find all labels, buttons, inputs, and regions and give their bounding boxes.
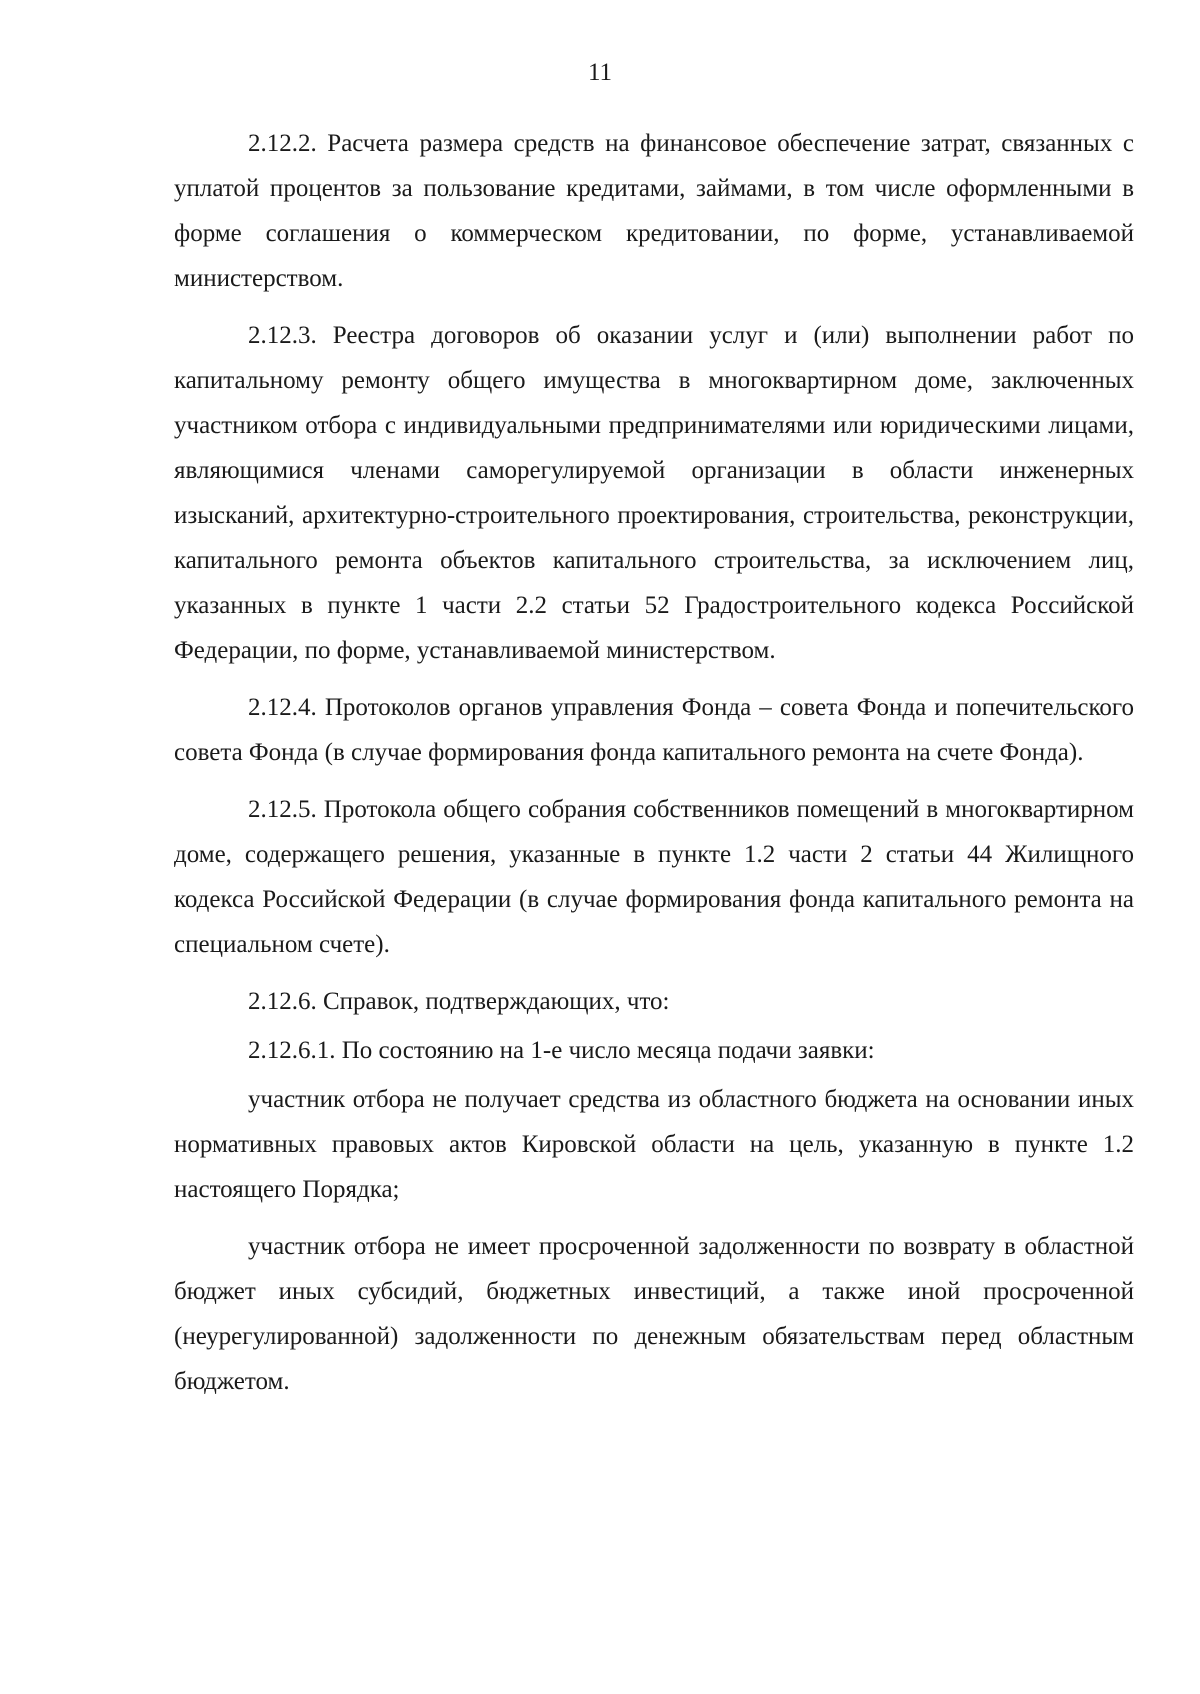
paragraph-2-12-5: 2.12.5. Протокола общего собрания собственников помещений в многоквартирном доме, содержащего решения, указанные в пункте 1.2 части 2 статьи 44 Жилищного кодекса Российской Федерации (в случае формирования фонда капитального ремонта на специальном счете).	[174, 796, 1134, 958]
page-number: 11	[587, 59, 613, 86]
document-body	[174, 121, 1134, 1404]
paragraph-2-12-2: 2.12.2. Расчета размера средств на финансовое обеспечение затрат, связанных с уплатой процентов за пользование кредитами, займами, в том числе оформленными в форме соглашения о коммерческом кредитовании, по форме, устанавливаемой министерством.	[174, 130, 1134, 292]
paragraph-2-12-6: 2.12.6. Справок, подтверждающих, что:	[248, 988, 670, 1015]
paragraph-2-12-3: 2.12.3. Реестра договоров об оказании услуг и (или) выполнении работ по капитальному ремонту общего имущества в многоквартирном доме, заключенных участником отбора с индивидуальными предпринимателями или юридическими лицами, являющимися членами саморегулируемой организации в области инженерных изысканий, архитектурно-строительного проектирования, строительства, реконструкции, капитального ремонта объектов капитального строительства, за исключением лиц, указанных в пункте 1 части 2.2 статьи 52 Градостроительного кодекса Российской Федерации, по форме, устанавливаемой министерством.	[174, 322, 1134, 664]
paragraph-2-12-4: 2.12.4. Протоколов органов управления Фонда – совета Фонда и попечительского совета Фонда (в случае формирования фонда капитального ремонта на счете Фонда).	[174, 694, 1134, 766]
paragraph-2-12-6-1: 2.12.6.1. По состоянию на 1-е число месяца подачи заявки:	[248, 1037, 875, 1064]
paragraph-condition-1: участник отбора не получает средства из областного бюджета на основании иных нормативных правовых актов Кировской области на цель, указанную в пункте 1.2 настоящего Порядка;	[174, 1086, 1134, 1203]
paragraph-condition-2: участник отбора не имеет просроченной задолженности по возврату в областной бюджет иных субсидий, бюджетных инвестиций, а также иной просроченной (неурегулированной) задолженности по денежным обязательствам перед областным бюджетом.	[174, 1233, 1134, 1395]
